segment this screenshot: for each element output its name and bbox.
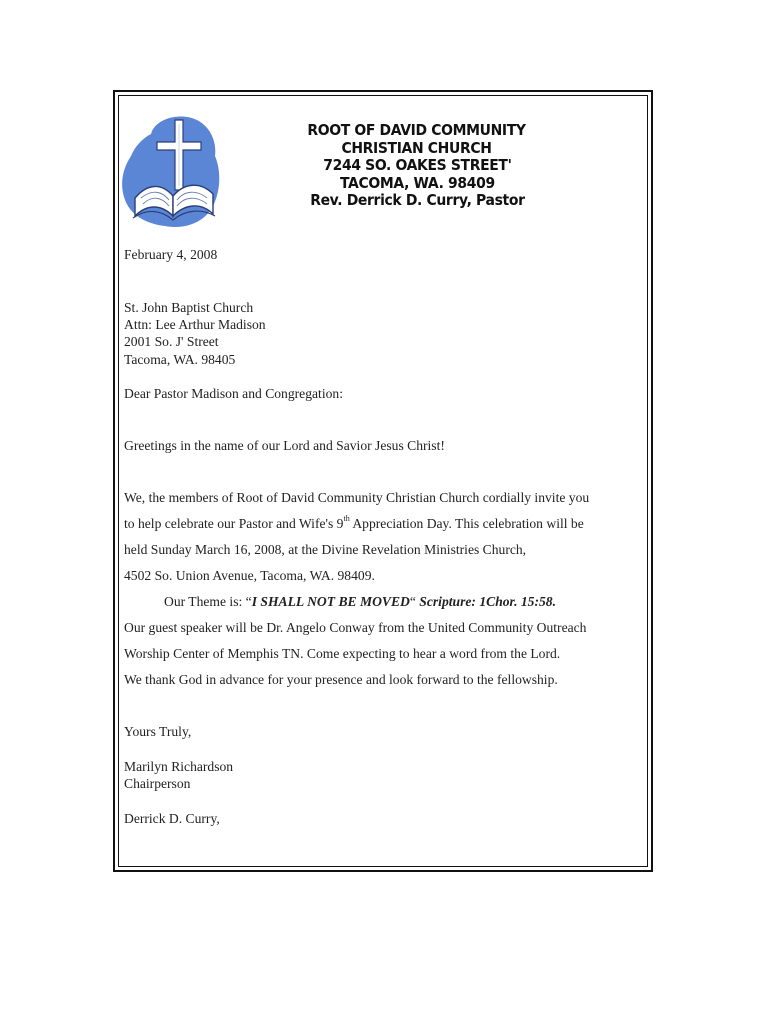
- body-text: Appreciation Day. This celebration will be: [349, 516, 584, 531]
- signer-name: Marilyn Richardson: [124, 759, 234, 774]
- body-line: We, the members of Root of David Community Christian Church cordially invite you: [124, 490, 590, 505]
- signer-title: Chairperson: [124, 776, 191, 791]
- salutation: Dear Pastor Madison and Congregation:: [124, 386, 343, 401]
- theme-line: [164, 594, 556, 610]
- body-line: held Sunday March 16, 2008, at the Divine Revelation Ministries Church,: [124, 542, 527, 557]
- recipient-name: St. John Baptist Church: [124, 300, 254, 315]
- scripture-reference: Scripture: 1Chor. 15:58.: [419, 594, 556, 609]
- body-line: Worship Center of Memphis TN. Come expecting to hear a word from the Lord.: [124, 646, 561, 661]
- body-line: [124, 516, 584, 532]
- letterhead: [228, 122, 578, 210]
- theme-label: Our Theme is: “: [164, 594, 252, 609]
- theme-title: I SHALL NOT BE MOVED: [251, 594, 410, 609]
- ordinal-suffix: th: [343, 514, 350, 523]
- body-line: We thank God in advance for your presence and look forward to the fellowship.: [124, 672, 558, 687]
- recipient-attention: Attn: Lee Arthur Madison: [124, 317, 266, 332]
- greeting: Greetings in the name of our Lord and Savior Jesus Christ!: [124, 438, 445, 453]
- church-street: 7244 SO. OAKES STREET': [323, 156, 512, 174]
- closing: Yours Truly,: [124, 724, 192, 739]
- church-name: ROOT OF DAVID COMMUNITY CHRISTIAN CHURCH: [307, 121, 526, 157]
- recipient-city: Tacoma, WA. 98405: [124, 352, 236, 367]
- theme-close-quote: “: [409, 594, 420, 609]
- church-city: TACOMA, WA. 98409: [339, 173, 495, 192]
- body-line: Our guest speaker will be Dr. Angelo Conway from the United Community Outreach: [124, 620, 587, 635]
- signer-name: Derrick D. Curry,: [124, 811, 220, 826]
- recipient-street: 2001 So. J' Street: [124, 334, 219, 349]
- cross-and-open-bible-icon: [121, 112, 223, 230]
- body-line: 4502 So. Union Avenue, Tacoma, WA. 98409.: [124, 568, 375, 583]
- letter-date: February 4, 2008: [124, 247, 218, 262]
- body-text: to help celebrate our Pastor and Wife's 9: [124, 516, 344, 531]
- church-pastor: Rev. Derrick D. Curry, Pastor: [310, 191, 525, 209]
